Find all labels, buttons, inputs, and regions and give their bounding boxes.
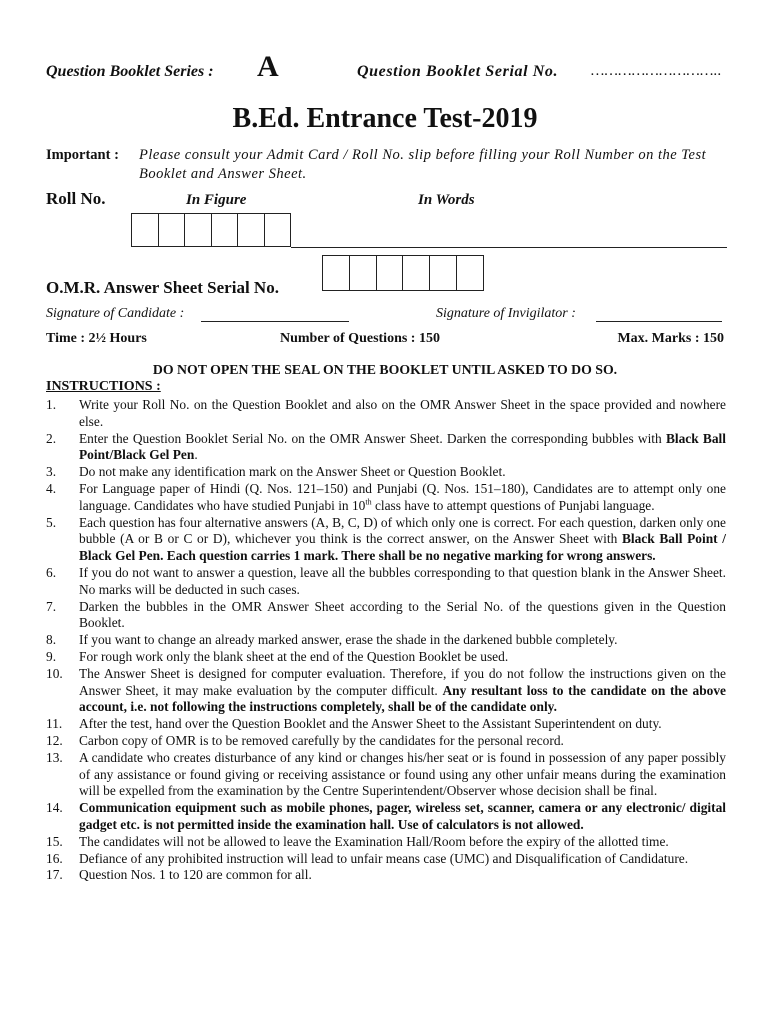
candidate-signature-line[interactable]: [201, 321, 349, 322]
instruction-number: 2.: [46, 430, 57, 446]
instruction-number: 17.: [46, 867, 63, 883]
instruction-item: [46, 515, 726, 565]
instruction-text: [79, 599, 726, 631]
omr-digit-box[interactable]: [377, 256, 404, 290]
instruction-number: 8.: [46, 632, 57, 648]
instruction-item: [46, 750, 726, 800]
series-value: A: [257, 50, 279, 83]
instruction-number: 5.: [46, 514, 57, 530]
instruction-number: 10.: [46, 665, 63, 681]
instruction-number: 15.: [46, 833, 63, 849]
instruction-segment: After the test, hand over the Question Booklet and the Answer Sheet to the Assistant Superintendent on duty.: [79, 716, 662, 732]
instruction-segment: The candidates will not be allowed to leave the Examination Hall/Room before the expiry of the allotted time.: [79, 833, 669, 849]
instruction-segment: class have to attempt questions of Punjabi language.: [371, 497, 655, 513]
instruction-segment: For Language paper of Hindi (Q. Nos. 121–150) and Punjabi (Q. Nos. 151–180), Candidates are to attempt only one language. Candidates who have studied Punjabi in 10: [79, 480, 726, 513]
series-label: Question Booklet Series :: [46, 63, 214, 80]
instruction-text: [79, 750, 726, 799]
instruction-segment: Enter the Question Booklet Serial No. on the OMR Answer Sheet. Darken the corresponding bubbles with: [79, 430, 666, 446]
instruction-text: [79, 800, 726, 832]
instruction-text: [79, 666, 726, 715]
instruction-item: [46, 431, 726, 465]
instruction-segment: Defiance of any prohibited instruction will lead to unfair means case (UMC) and Disqualification of Candidature.: [79, 850, 689, 866]
instruction-item: [46, 599, 726, 633]
instruction-text: [79, 834, 669, 849]
max-marks: Max. Marks : 150: [617, 331, 724, 346]
omr-digit-box[interactable]: [403, 256, 430, 290]
instruction-text: [79, 397, 726, 429]
instruction-segment: Darken the bubbles in the OMR Answer Sheet according to the Serial No. of the questions given in the Question Booklet.: [79, 598, 726, 631]
instruction-item: [46, 632, 726, 649]
invigilator-signature-label: Signature of Invigilator :: [436, 306, 576, 321]
instruction-item: [46, 800, 726, 834]
instruction-item: [46, 565, 726, 599]
instruction-item: [46, 867, 726, 884]
instruction-item: [46, 464, 726, 481]
instruction-segment: Write your Roll No. on the Question Booklet and also on the OMR Answer Sheet in the space provided and nowhere else.: [79, 397, 726, 429]
instruction-text: [79, 733, 564, 748]
instruction-item: [46, 851, 726, 868]
instruction-item: [46, 716, 726, 733]
instruction-text: [79, 867, 312, 882]
instruction-text: [79, 565, 726, 597]
instruction-number: 9.: [46, 648, 57, 664]
instruction-number: 11.: [46, 716, 63, 732]
roll-digit-box[interactable]: [185, 214, 212, 246]
instruction-number: 4.: [46, 480, 57, 496]
instruction-item: [46, 834, 726, 851]
instruction-emphasis: Any resultant loss to the candidate on the above account, i.e. not following the instructions completely, shall be of the candidate only.: [79, 682, 726, 715]
instruction-segment: Carbon copy of OMR is to be removed carefully by the candidates for the personal record.: [79, 732, 564, 748]
roll-no-label: Roll No.: [46, 189, 106, 208]
instruction-text: [79, 649, 508, 664]
instruction-number: 14.: [46, 800, 63, 816]
instruction-number: 6.: [46, 564, 57, 580]
instruction-segment: The Answer Sheet is designed for computer evaluation. Therefore, if you do not follow the instructions given on the Answer Sheet, it may make evaluation by the computer difficult.: [79, 665, 726, 698]
signature-row: [46, 306, 726, 326]
instruction-segment: A candidate who creates disturbance of any kind or changes his/her seat or is found in possession of any paper possibly of any assistance or found giving or receiving assistance or found using any other unfair means during the examination will be expelled from the examination by the Centre Superintendent/Observer whose decision shall be final.: [79, 749, 726, 799]
instruction-text: [79, 632, 617, 647]
instructions-list: [46, 397, 726, 884]
instruction-text: [79, 851, 688, 866]
instruction-segment: Question Nos. 1 to 120 are common for all.: [79, 867, 312, 883]
important-text: Please consult your Admit Card / Roll No. slip before filling your Roll Number on the Test Booklet and Answer Sheet.: [139, 147, 707, 182]
omr-serial-boxes[interactable]: [322, 255, 484, 291]
instruction-segment: .: [194, 447, 198, 463]
instruction-text: [79, 464, 506, 479]
instruction-item: [46, 666, 726, 716]
instruction-number: 13.: [46, 749, 63, 765]
instruction-emphasis: Black Ball Point/Black Gel Pen: [79, 430, 726, 463]
instruction-number: 12.: [46, 732, 63, 748]
omr-digit-box[interactable]: [430, 256, 457, 290]
candidate-signature-label: Signature of Candidate :: [46, 306, 185, 321]
instruction-segment: Each question has four alternative answers (A, B, C, D) of which only one is correct. For each question, darken only one bubble (A or B or C or D), whichever you think is the correct answer, on the Answer Sheet with: [79, 514, 726, 547]
roll-digit-box[interactable]: [212, 214, 239, 246]
omr-digit-box[interactable]: [457, 256, 483, 290]
roll-digit-box[interactable]: [159, 214, 186, 246]
omr-digit-box[interactable]: [350, 256, 377, 290]
roll-digit-box[interactable]: [132, 214, 159, 246]
roll-digit-box[interactable]: [265, 214, 291, 246]
instruction-segment: Do not make any identification mark on the Answer Sheet or Question Booklet.: [79, 464, 506, 480]
omr-serial-label: O.M.R. Answer Sheet Serial No.: [46, 278, 279, 297]
seal-notice: DO NOT OPEN THE SEAL ON THE BOOKLET UNTIL ASKED TO DO SO.: [152, 362, 618, 377]
instruction-number: 7.: [46, 598, 57, 614]
instruction-number: 1.: [46, 397, 57, 412]
instruction-number: 16.: [46, 850, 63, 866]
instruction-segment: If you do not want to answer a question, leave all the bubbles corresponding to that question blank in the Answer Sheet. No marks will be deducted in such cases.: [79, 564, 726, 597]
page-title: B.Ed. Entrance Test-2019: [232, 103, 538, 134]
invigilator-signature-line[interactable]: [596, 321, 722, 322]
roll-number-boxes[interactable]: [131, 213, 291, 247]
instruction-text: [79, 515, 726, 564]
instruction-item: [46, 397, 726, 431]
booklet-header: [46, 52, 726, 86]
question-count: Number of Questions : 150: [280, 331, 440, 346]
instructions-heading: INSTRUCTIONS :: [46, 379, 161, 394]
serial-label: Question Booklet Serial No.: [357, 63, 559, 80]
exam-meta-row: [46, 331, 726, 351]
instruction-segment: th: [365, 497, 372, 507]
instruction-item: [46, 649, 726, 666]
instruction-number: 3.: [46, 464, 57, 480]
important-label: Important :: [46, 147, 119, 163]
instruction-item: [46, 481, 726, 515]
instruction-emphasis: Communication equipment such as mobile phones, pager, wireless set, scanner, camera or any electronic/ digital gadget etc. is not permitted inside the examination hall. Use of calculators is not allowed.: [79, 800, 726, 832]
instruction-segment: If you want to change an already marked answer, erase the shade in the darkened bubble completely.: [79, 632, 618, 648]
omr-digit-box[interactable]: [323, 256, 350, 290]
instruction-text: [79, 431, 726, 463]
serial-value: ………………………..: [591, 63, 722, 79]
roll-digit-box[interactable]: [238, 214, 265, 246]
instruction-emphasis: Black Ball Point / Black Gel Pen. Each question carries 1 mark. There shall be no negative marking for wrong answers.: [79, 531, 726, 564]
instruction-text: [79, 716, 662, 731]
roll-words-line[interactable]: [291, 247, 727, 248]
in-words-label: In Words: [418, 192, 475, 208]
instruction-segment: For rough work only the blank sheet at the end of the Question Booklet be used.: [79, 648, 509, 664]
instruction-item: [46, 733, 726, 750]
instruction-text: [79, 481, 726, 513]
exam-time: Time : 2½ Hours: [46, 331, 147, 346]
in-figure-label: In Figure: [186, 192, 247, 208]
